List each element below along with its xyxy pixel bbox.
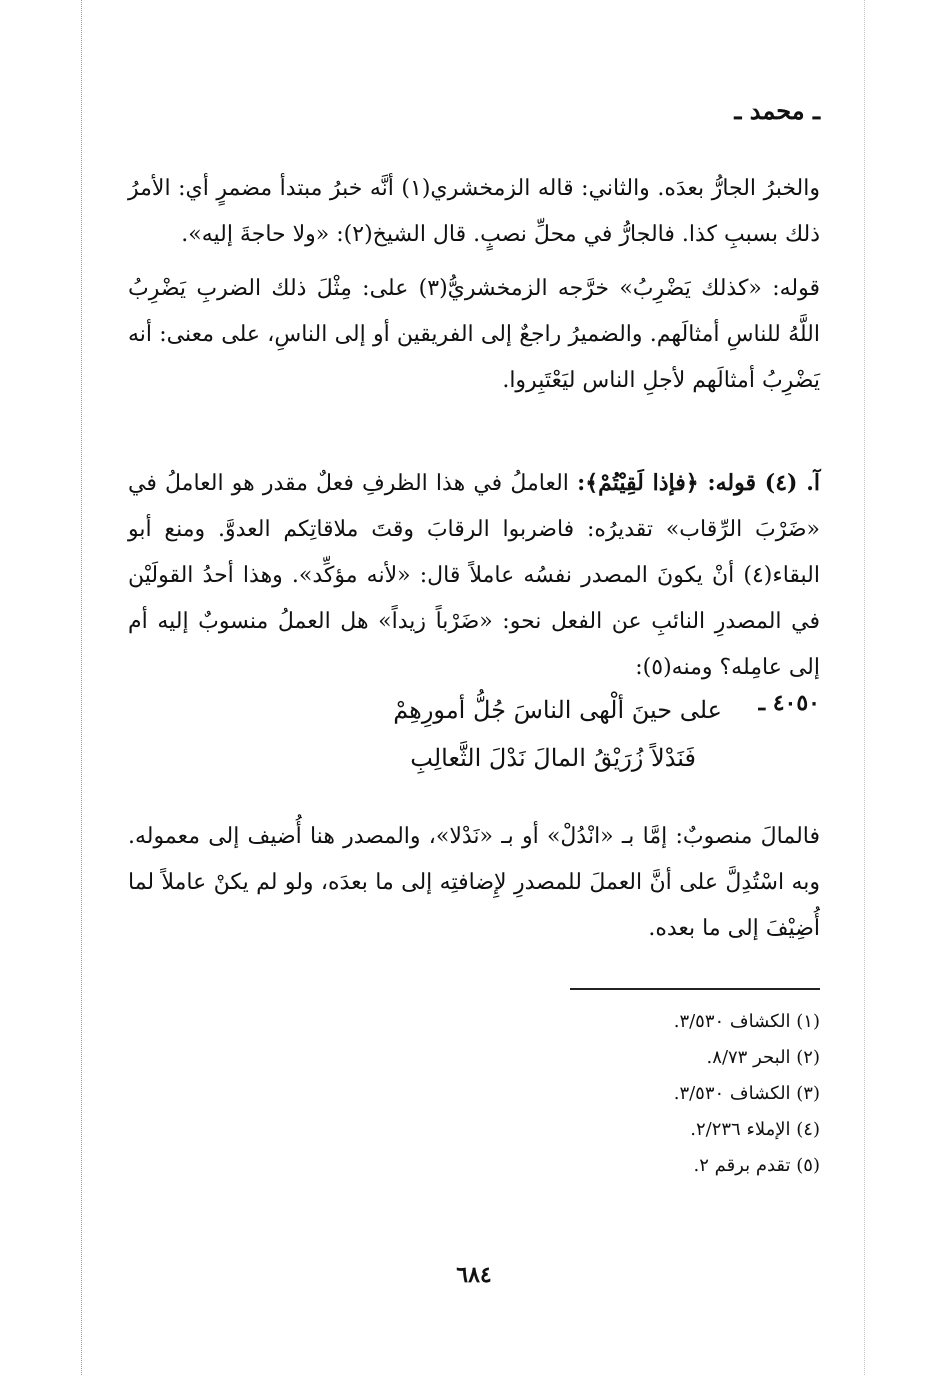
running-header: ـ محمد ـ: [734, 96, 820, 125]
paragraph-4: فالمالَ منصوبٌ: إمَّا بـ «انْدُلْ» أو بـ «نَدْلا»، والمصدر هنا أُضيف إلى معموله. وبه اسْتُدِلَّ على أنَّ العملَ للمصدرِ لإِضافتِه إلى ما بعدَه، ولو لم يكنْ عاملاً لما أُضِيْفَ إلى ما بعده.: [128, 824, 820, 941]
footnote-4: (٤) الإملاء ٢/٢٣٦.: [690, 1119, 820, 1140]
footnotes: [520, 1004, 820, 1184]
footnote-5: (٥) تقدم برقم ٢.: [693, 1155, 820, 1176]
footnote-2: (٢) البحر ٨/٧٣.: [706, 1047, 820, 1068]
verse-line-2: فَنَدْلاً زُرَيْقُ المالَ نَدْلَ الثَّعالِبِ: [410, 744, 696, 772]
page-number: ٦٨٤: [456, 1262, 492, 1288]
page-content: [128, 0, 820, 1375]
paragraph-3-text: العاملُ في هذا الظرفِ فعلٌ مقدر هو العاملُ في «ضَرْبَ الرِّقاب» تقديرُه: فاضربوا الرقابَ وقتَ ملاقاتِكم العدوَّ. ومنع أبو البقاء(٤) أنْ يكونَ المصدر نفسُه عاملاً قال: «لأنه مؤكِّد». وهذا أحدُ القولَيْن في المصدرِ النائبِ عن الفعل نحو: «ضَرْباً زيداً» هل العملُ منسوبٌ إليه أم إلى عامِله؟ ومنه(٥):: [128, 471, 820, 680]
page-right-edge: [864, 0, 865, 1375]
footnote-divider: [570, 988, 820, 990]
verse-line-1: على حينَ ألْهى الناسَ جُلُّ أمورِهِمْ: [393, 696, 722, 724]
footnote-3: (٣) الكشاف ٣/٥٣٠.: [673, 1083, 820, 1104]
paragraph-2: قوله: «كذلك يَضْرِبُ» خرَّجه الزمخشريُّ(٣) على: مِثْلَ ذلك الضربِ يَضْرِبُ اللَّهُ للناسِ أمثالَهم. والضميرُ راجعٌ إلى الفريقين أو إلى الناسِ، على معنى: أنه يَضْرِبُ أمثالَهم لأجلِ الناس ليَعْتَبِروا.: [128, 276, 820, 393]
paragraph-1: والخبرُ الجارُّ بعدَه. والثاني: قاله الزمخشري(١) أنَّه خبرُ مبتدأ مضمرٍ أي: الأمرُ ذلك بسببِ كذا. فالجارُّ في محلِّ نصبٍ. قال الشيخ(٢): «ولا حاجةَ إليه».: [128, 176, 820, 247]
verse-reference-label: آ. (٤) قوله: ﴿فإذا لَقِيْتُمْ﴾:: [577, 470, 821, 496]
verse-number: ٤٠٥٠ ـ: [758, 690, 820, 716]
page-left-edge: [81, 0, 82, 1375]
footnote-1: (١) الكشاف ٣/٥٣٠.: [673, 1011, 820, 1032]
paragraph-3: [128, 460, 820, 691]
